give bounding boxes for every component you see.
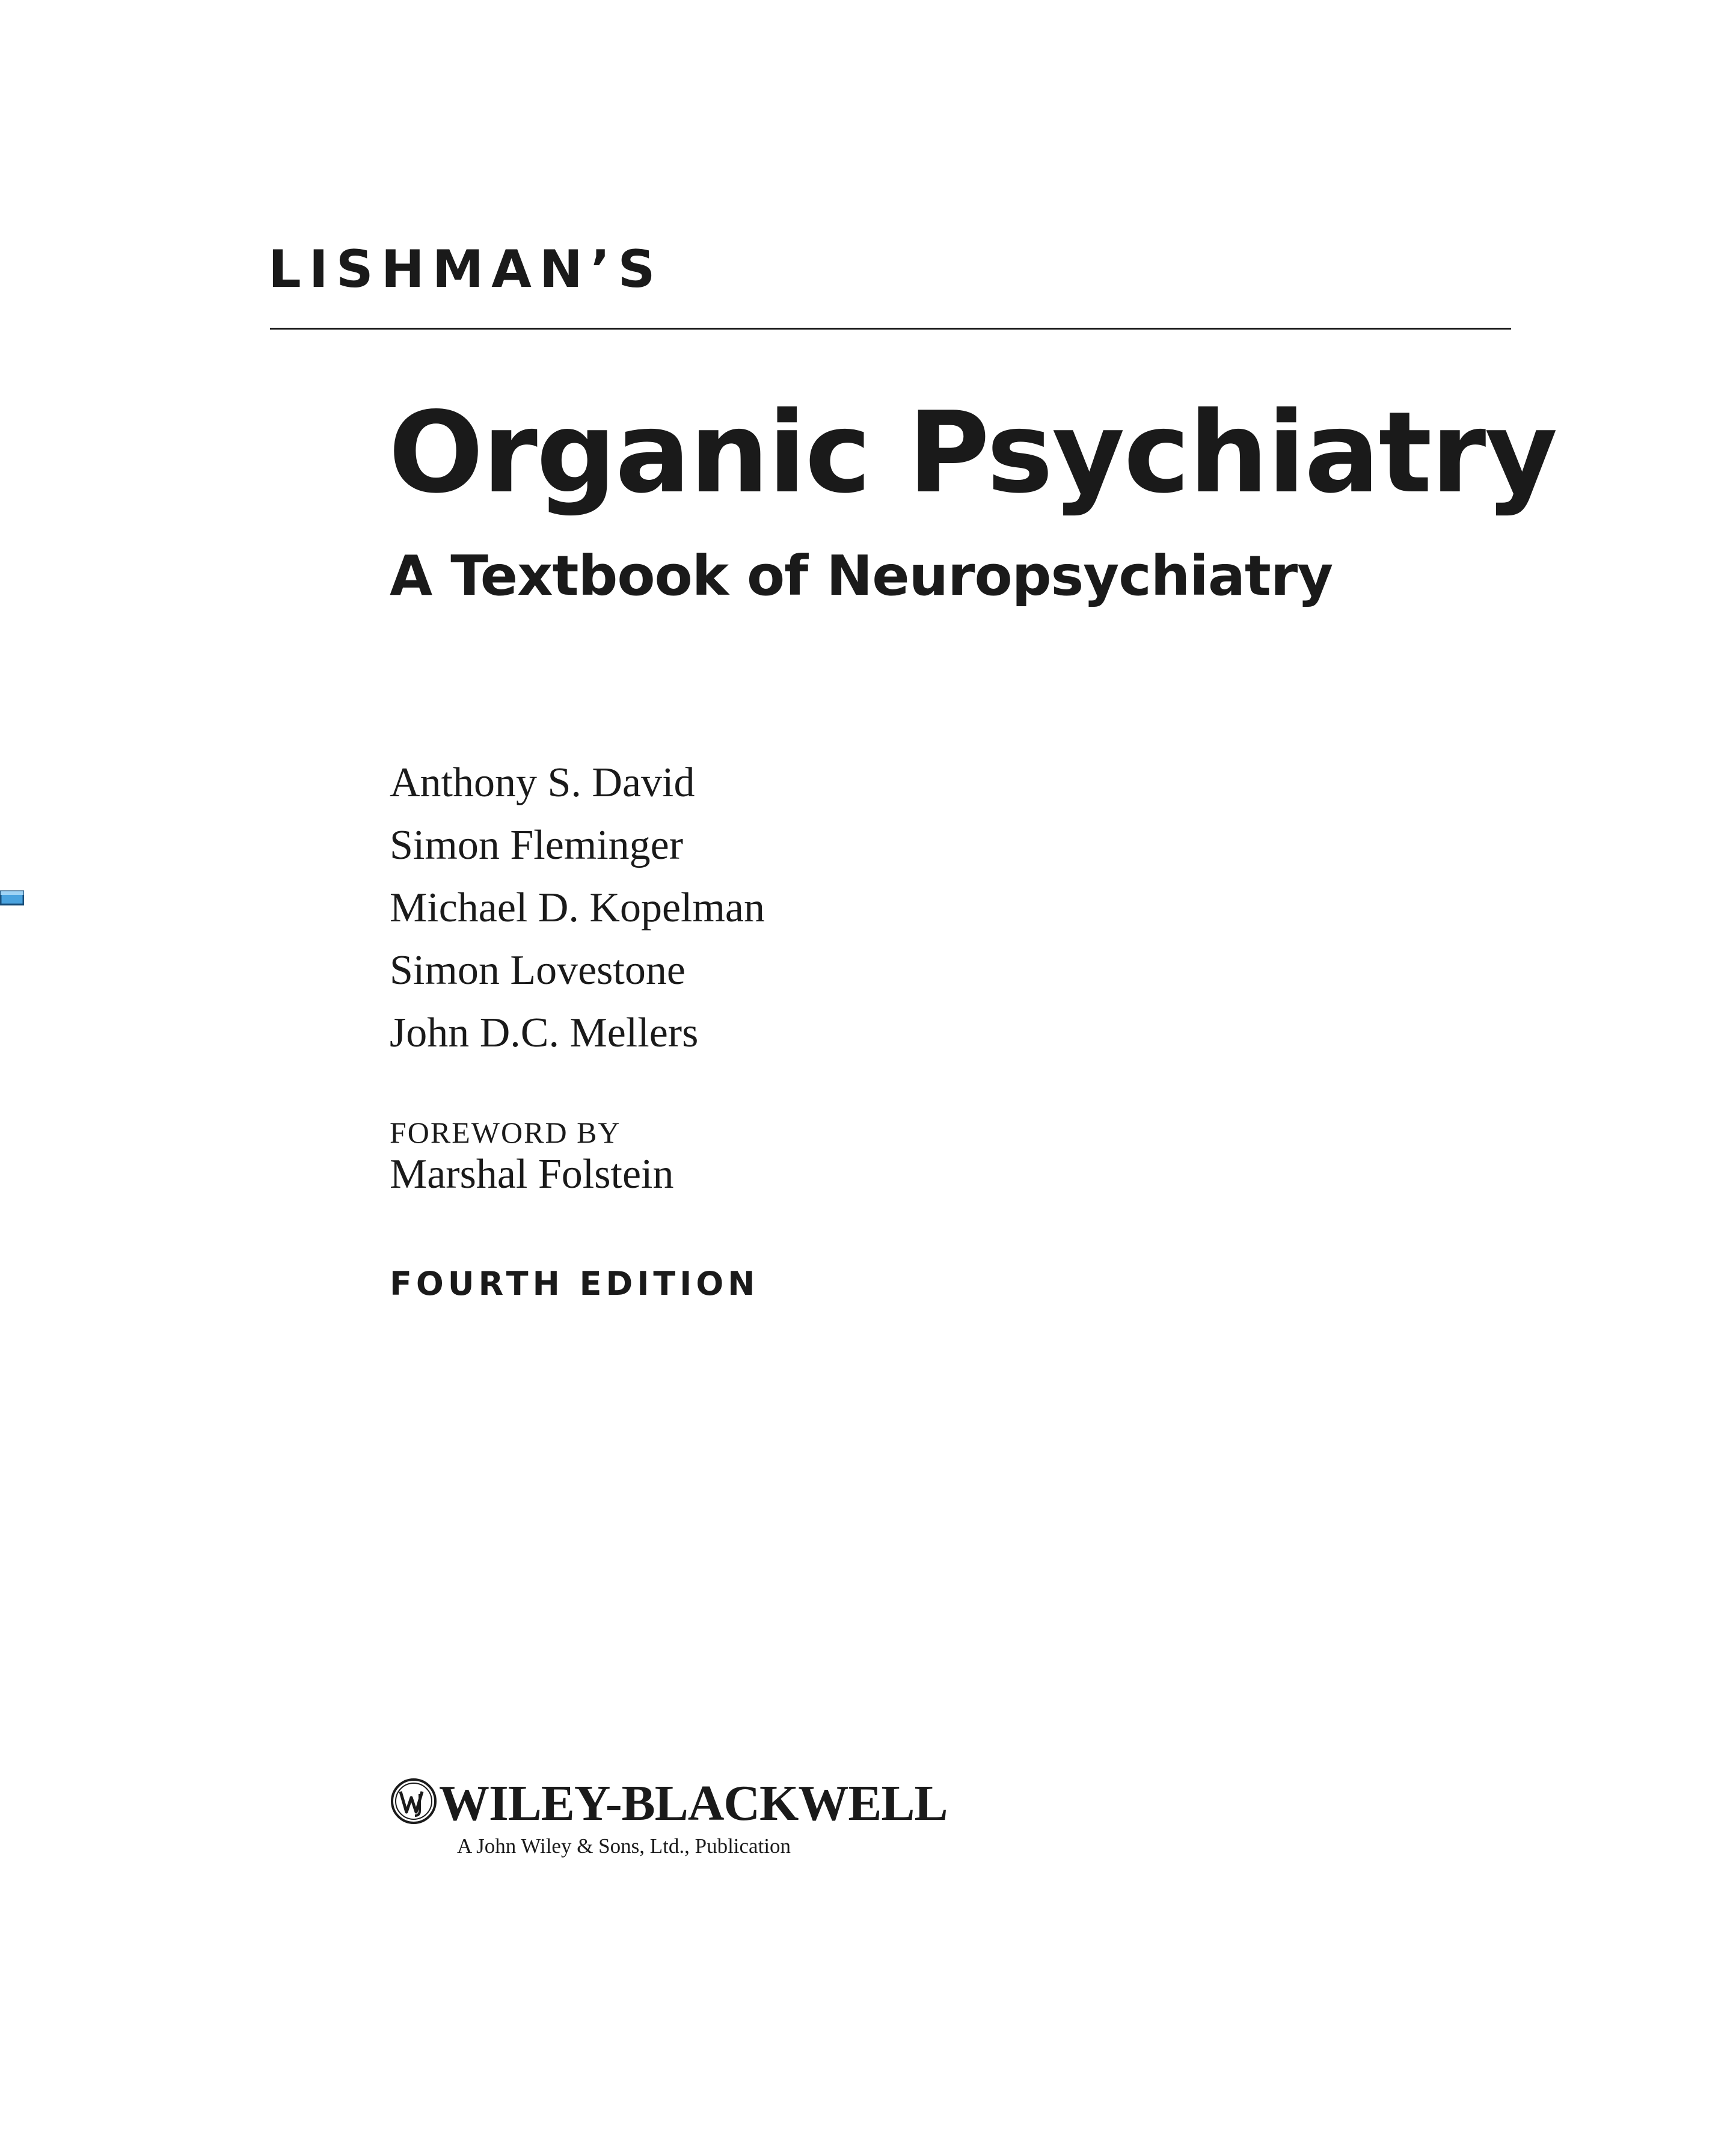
author-name: Simon Fleminger: [390, 822, 684, 868]
wiley-monogram-icon: [390, 1777, 438, 1825]
book-subtitle: A Textbook of Neuropsychiatry: [390, 544, 1333, 608]
author-name: Michael D. Kopelman: [390, 885, 765, 931]
author-name: Anthony S. David: [390, 760, 695, 806]
series-name: LISHMAN’S: [268, 239, 663, 299]
author-name: John D.C. Mellers: [390, 1010, 699, 1056]
bookmark-tab-icon[interactable]: [0, 888, 24, 908]
foreword-author: Marshal Folstein: [390, 1151, 674, 1197]
author-name: Simon Lovestone: [390, 947, 686, 994]
author-list: [390, 752, 765, 1064]
foreword-label: FOREWORD BY: [390, 1116, 621, 1149]
publisher-tagline: A John Wiley & Sons, Ltd., Publication: [457, 1834, 791, 1858]
book-title: Organic Psychiatry: [388, 387, 1557, 518]
edition-label: FOURTH EDITION: [390, 1265, 759, 1303]
title-divider: [270, 328, 1511, 330]
publisher-name: WILEY-BLACKWELL: [439, 1775, 948, 1831]
